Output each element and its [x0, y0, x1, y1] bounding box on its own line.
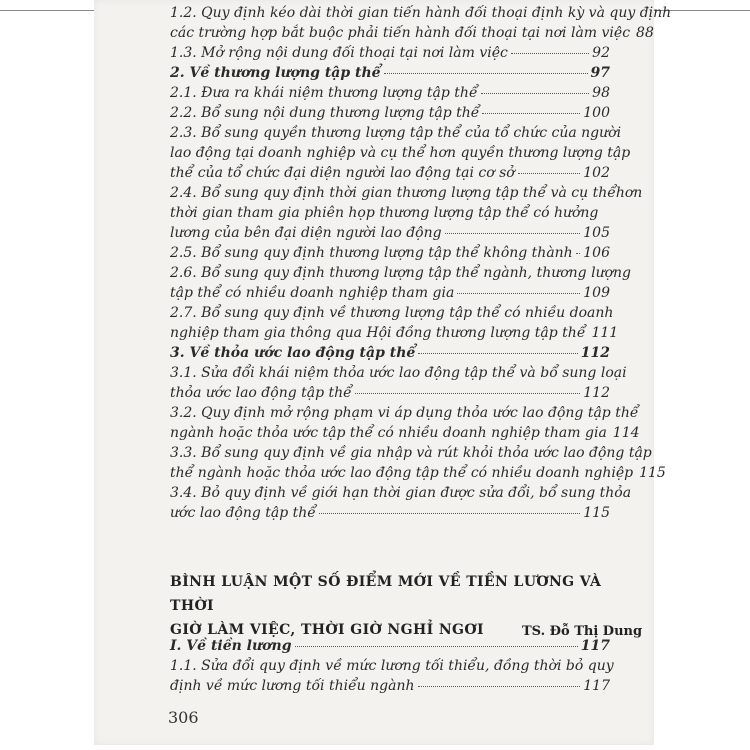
toc-entry [170, 63, 610, 83]
toc-list-top [170, 3, 672, 523]
toc-entry-row [170, 83, 610, 103]
toc-entry-row [170, 323, 619, 343]
toc-page-number: 111 [591, 325, 619, 341]
toc-entry-text: 2.6. Bổ sung quy định thương lượng tập thể ngành, thương lượng [170, 265, 631, 281]
toc-page-number: 117 [580, 638, 610, 654]
toc-entry-text: thời gian tham gia phiên họp thương lượng tập thể có hưởng [170, 205, 599, 221]
toc-page-number: 92 [592, 45, 610, 61]
dot-leader [482, 113, 580, 114]
toc-page-number: 106 [583, 245, 610, 261]
toc-entry-text: ước lao động tập thể [170, 505, 316, 521]
toc-page-number: 112 [580, 345, 610, 361]
toc-entry-row [170, 23, 654, 43]
toc-entry-text: 1.3. Mở rộng nội dung đối thoại tại nơi làm việc [170, 45, 508, 61]
toc-entry-text: 1.2. Quy định kéo dài thời gian tiến hành đối thoại định kỳ và quy định [170, 5, 672, 21]
toc-page-number: 97 [590, 65, 610, 81]
toc-page-number: 114 [612, 425, 640, 441]
dot-leader [481, 93, 590, 94]
toc-entry-text: 3.4. Bỏ quy định về giới hạn thời gian được sửa đổi, bổ sung thỏa [170, 485, 632, 501]
toc-page-number: 88 [636, 25, 654, 41]
toc-entry [170, 103, 610, 123]
toc-entry-row [170, 383, 610, 403]
toc-page-number: 112 [583, 385, 610, 401]
toc-entry-text: thể ngành hoặc thỏa ước lao động tập thể có nhiều doanh nghiệp [170, 465, 634, 481]
toc-entry-text: thể của tổ chức đại diện người lao động tại cơ sở [170, 165, 515, 181]
toc-entry-text: 3. Về thỏa ước lao động tập thể [170, 345, 416, 361]
toc-entry [170, 263, 631, 303]
toc-page-number: 98 [592, 85, 610, 101]
toc-entry [170, 403, 640, 443]
toc-entry [170, 443, 666, 483]
page-number: 306 [168, 708, 199, 727]
toc-page-number: 100 [583, 105, 610, 121]
section-title-line-2: GIỜ LÀM VIỆC, THỜI GIỜ NGHỈ NGƠI [170, 622, 484, 638]
toc-entry [170, 43, 610, 63]
toc-entry-text: 2.4. Bổ sung quy định thời gian thương lượng tập thể và cụ thểhơn [170, 185, 643, 201]
toc-entry-row [170, 223, 610, 243]
toc-entry-text: lương của bên đại diện người lao động [170, 225, 442, 241]
author-name: TS. Đỗ Thị Dung [522, 624, 643, 639]
toc-entry-row [170, 63, 610, 83]
toc-entry-row [170, 43, 610, 63]
toc-entry [170, 656, 614, 696]
toc-entry-text: 3.1. Sửa đổi khái niệm thỏa ước lao động tập thể và bổ sung loại [170, 365, 627, 381]
toc-entry-row [170, 343, 610, 363]
dot-leader [355, 393, 580, 394]
dot-leader [576, 253, 581, 254]
toc-entry-text: 3.2. Quy định mở rộng phạm vi áp dụng thỏa ước lao động tập thể [170, 405, 639, 421]
toc-entry-row [170, 163, 610, 183]
toc-entry-text: các trường hợp bắt buộc phải tiến hành đối thoại tại nơi làm việc [170, 25, 631, 41]
toc-entry-row [170, 636, 610, 656]
toc-entry [170, 183, 643, 243]
toc-entry [170, 483, 632, 523]
dot-leader [518, 173, 581, 174]
toc-entry-row [170, 103, 610, 123]
toc-entry [170, 83, 610, 103]
dot-leader [445, 233, 581, 234]
dot-leader [295, 646, 578, 647]
toc-page-number: 117 [583, 678, 610, 694]
dot-leader [319, 513, 580, 514]
toc-entry-text: định về mức lương tối thiểu ngành [170, 678, 415, 694]
toc-entry-text: 3.3. Bổ sung quy định về gia nhập và rút khỏi thỏa ước lao động tập [170, 445, 652, 461]
toc-entry-text: 2.5. Bổ sung quy định thương lượng tập thể không thành [170, 245, 573, 261]
toc-page-number: 115 [583, 505, 610, 521]
toc-entry-text: ngành hoặc thỏa ước tập thể có nhiều doanh nghiệp tham gia [170, 425, 607, 441]
toc-entry-text: nghiệp tham gia thông qua Hội đồng thương lượng tập thể [170, 325, 586, 341]
toc-entry-row [170, 423, 640, 443]
toc-entry-text: 2.1. Đưa ra khái niệm thương lượng tập thể [170, 85, 478, 101]
dot-leader [384, 73, 588, 74]
toc-entry [170, 363, 627, 403]
toc-entry [170, 243, 610, 263]
toc-entry-text: thỏa ước lao động tập thể [170, 385, 352, 401]
section-title-line-1: BÌNH LUẬN MỘT SỐ ĐIỂM MỚI VỀ TIỀN LƯƠNG VÀ THỜI [170, 574, 602, 614]
toc-entry-text: 2.7. Bổ sung quy định về thương lượng tập thể có nhiều doanh [170, 305, 614, 321]
toc-entry [170, 343, 610, 363]
dot-leader [457, 293, 580, 294]
toc-page-number: 102 [583, 165, 610, 181]
dot-leader [418, 686, 581, 687]
toc-entry-row [170, 503, 610, 523]
dot-leader [511, 53, 589, 54]
toc-entry-text: lao động tại doanh nghiệp và cụ thể hơn quyền thương lượng tập [170, 145, 631, 161]
toc-entry-text: 2.3. Bổ sung quyền thương lượng tập thể của tổ chức của người [170, 125, 622, 141]
toc-entry-text: 1.1. Sửa đổi quy định về mức lương tối thiểu, đồng thời bỏ quy [170, 658, 614, 674]
toc-entry-text: tập thể có nhiều doanh nghiệp tham gia [170, 285, 455, 301]
toc-entry [170, 3, 672, 43]
dot-leader [418, 353, 577, 354]
toc-entry [170, 636, 610, 656]
toc-entry-row [170, 676, 610, 696]
toc-entry-text: I. Về tiền lương [170, 638, 292, 654]
toc-entry-text: 2. Về thương lượng tập thể [170, 65, 381, 81]
toc-entry-text: 2.2. Bổ sung nội dung thương lượng tập thể [170, 105, 480, 121]
toc-entry [170, 123, 631, 183]
toc-entry-row [170, 283, 610, 303]
toc-entry [170, 303, 619, 343]
toc-entry-row [170, 243, 610, 263]
toc-page-number: 115 [639, 465, 666, 481]
toc-entry-row [170, 463, 666, 483]
toc-page-number: 109 [583, 285, 610, 301]
toc-page-number: 105 [583, 225, 610, 241]
toc-list-bottom [170, 636, 614, 696]
